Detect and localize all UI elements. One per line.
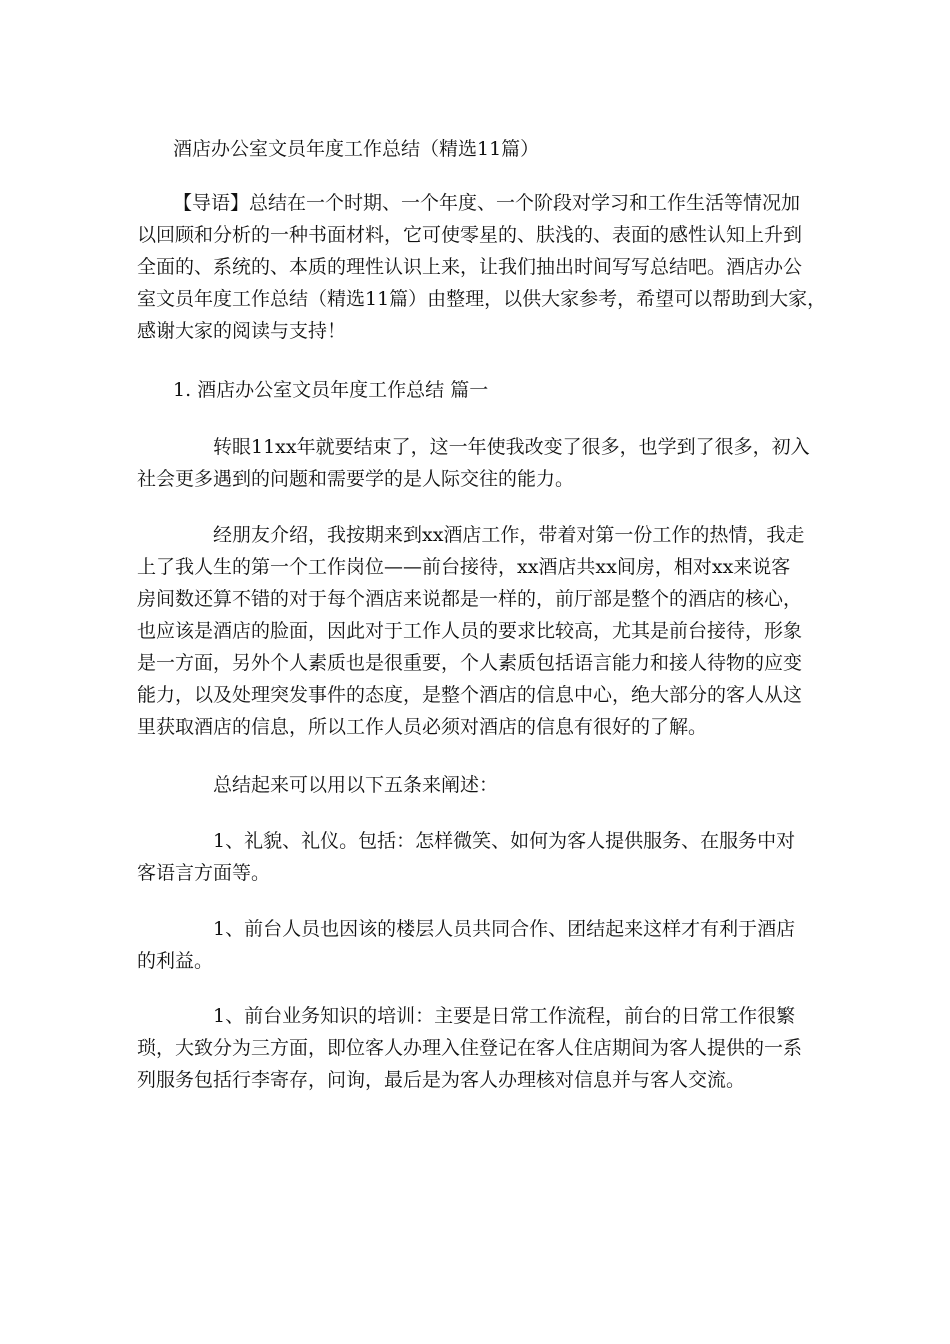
paragraph-line: 列服务包括行李寄存，问询，最后是为客人办理核对信息并与客人交流。 bbox=[137, 1069, 746, 1091]
paragraph-line: 房间数还算不错的对于每个酒店来说都是一样的，前厅部是整个的酒店的核心， bbox=[137, 588, 803, 610]
body-paragraph bbox=[137, 825, 827, 889]
paragraph-line: 经朋友介绍，我按期来到xx酒店工作，带着对第一份工作的热情，我走 bbox=[213, 524, 805, 546]
document-title: 酒店办公室文员年度工作总结（精选11篇） bbox=[173, 138, 540, 160]
paragraph-line: 上了我人生的第一个工作岗位——前台接待，xx酒店共xx间房，相对xx来说客 bbox=[137, 556, 791, 578]
body-paragraph bbox=[137, 1000, 827, 1096]
paragraph-line: 能力，以及处理突发事件的态度，是整个酒店的信息中心，绝大部分的客人从这 bbox=[137, 684, 803, 706]
section-heading-text: 1. 酒店办公室文员年度工作总结 篇一 bbox=[173, 379, 489, 401]
section-heading bbox=[137, 374, 827, 406]
paragraph-line: 总结起来可以用以下五条来阐述： bbox=[213, 774, 499, 796]
paragraph-line: 琐，大致分为三方面，即位客人办理入住登记在客人住店期间为客人提供的一系 bbox=[137, 1037, 803, 1059]
body-paragraph bbox=[137, 431, 827, 495]
body-paragraph bbox=[137, 519, 827, 743]
paragraph-line: 1、前台业务知识的培训：主要是日常工作流程，前台的日常工作很繁 bbox=[213, 1005, 796, 1027]
paragraph-line: 社会更多遇到的问题和需要学的是人际交往的能力。 bbox=[137, 468, 575, 490]
paragraph-line: 1、礼貌、礼仪。包括：怎样微笑、如何为客人提供服务、在服务中对 bbox=[213, 830, 796, 852]
paragraph-line: 也应该是酒店的脸面，因此对于工作人员的要求比较高，尤其是前台接待，形象 bbox=[137, 620, 803, 642]
intro-line: 室文员年度工作总结（精选11篇）由整理，以供大家参考，希望可以帮助到大家， bbox=[137, 288, 827, 310]
paragraph-line: 里获取酒店的信息，所以工作人员必须对酒店的信息有很好的了解。 bbox=[137, 716, 708, 738]
paragraph-line: 客语言方面等。 bbox=[137, 862, 271, 884]
body-paragraph bbox=[137, 769, 827, 801]
paragraph-line: 转眼11xx年就要结束了，这一年使我改变了很多，也学到了很多，初入 bbox=[213, 436, 810, 458]
paragraph-line: 1、前台人员也因该的楼层人员共同合作、团结起来这样才有利于酒店 bbox=[213, 918, 796, 940]
intro-line: 感谢大家的阅读与支持！ bbox=[137, 320, 347, 342]
intro-line: 【导语】总结在一个时期、一个年度、一个阶段对学习和工作生活等情况加 bbox=[173, 192, 801, 214]
paragraph-line: 的利益。 bbox=[137, 950, 214, 972]
intro-paragraph bbox=[137, 187, 827, 347]
body-paragraph bbox=[137, 913, 827, 977]
paragraph-line: 是一方面，另外个人素质也是很重要，个人素质包括语言能力和接人待物的应变 bbox=[137, 652, 803, 674]
intro-line: 全面的、系统的、本质的理性认识上来，让我们抽出时间写写总结吧。酒店办公 bbox=[137, 256, 803, 278]
intro-line: 以回顾和分析的一种书面材料，它可使零星的、肤浅的、表面的感性认知上升到 bbox=[137, 224, 803, 246]
